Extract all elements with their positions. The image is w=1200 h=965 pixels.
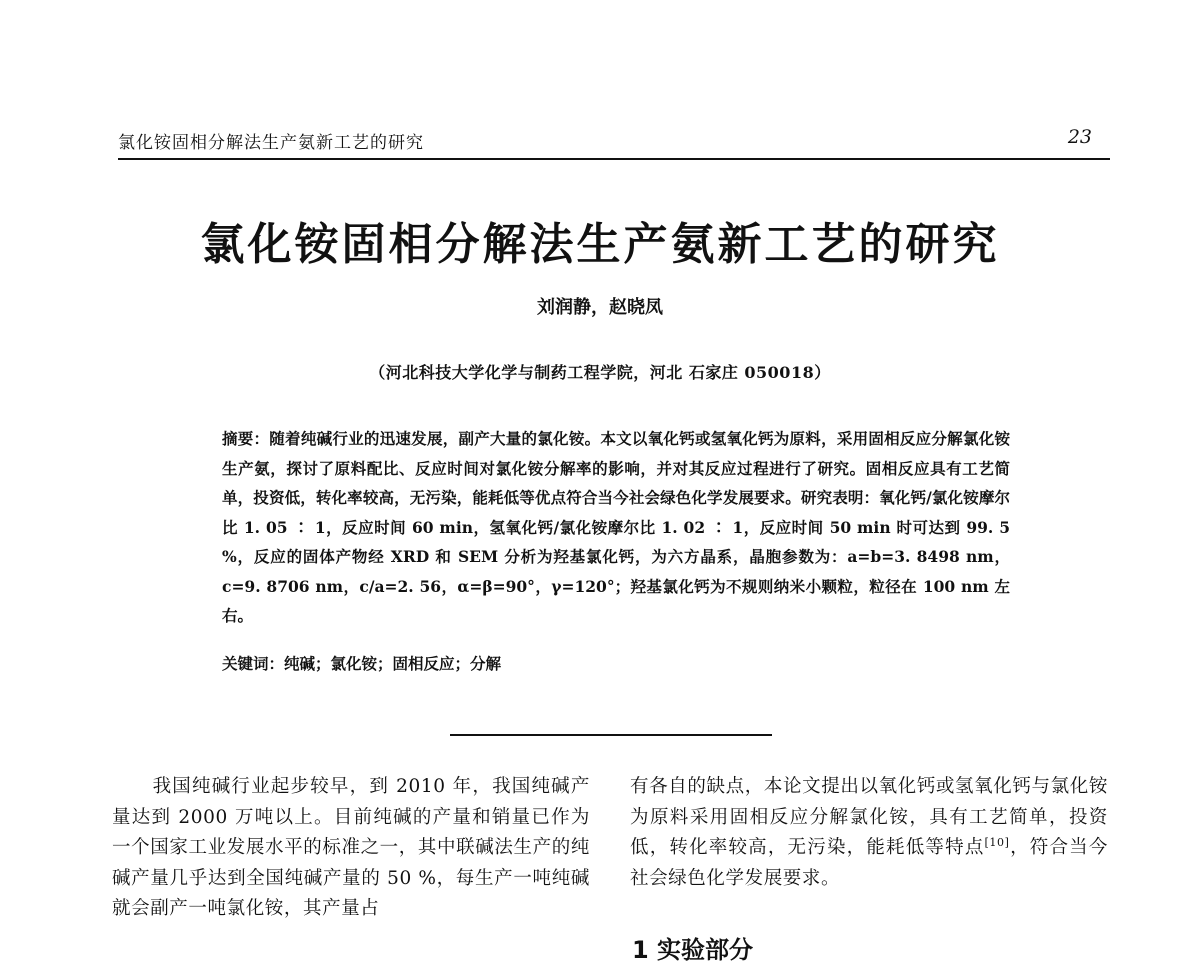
- running-head-title: 氯化铵固相分解法生产氨新工艺的研究: [118, 133, 424, 153]
- authors: 刘润静，赵晓凤: [537, 297, 663, 318]
- separator-rule: [450, 734, 772, 736]
- reference-marker: [10]: [984, 836, 1010, 849]
- header-rule: [118, 158, 1110, 160]
- section-heading: 1 实验部分: [632, 936, 754, 964]
- abstract: [222, 424, 1010, 631]
- running-head: [118, 126, 1110, 154]
- right-column-text: 有各自的缺点，本论文提出以氧化钙或氢氧化钙与氯化铵为原料采用固相反应分解氯化铵，具有工艺简单，投资低，转化率较高，无污染，能耗低等特点: [630, 776, 1108, 858]
- body-left-column: [112, 772, 590, 925]
- page-number: 23: [1067, 126, 1092, 148]
- keywords: [222, 652, 1010, 674]
- abstract-label: 摘要：: [222, 429, 270, 448]
- right-column-tail: ，符合当今社会绿色化学发展要求。: [630, 837, 1108, 889]
- article-title: 氯化铵固相分解法生产氨新工艺的研究: [200, 219, 1000, 270]
- keywords-text: 纯碱；氯化铵；固相反应；分解: [284, 654, 502, 673]
- body-right-column: [630, 772, 1108, 894]
- keywords-label: 关键词：: [222, 654, 285, 673]
- abstract-text: 随着纯碱行业的迅速发展，副产大量的氯化铵。本文以氧化钙或氢氧化钙为原料，采用固相反应分解氯化铵生产氨，探讨了原料配比、反应时间对氯化铵分解率的影响，并对其反应过程进行了研究。固相反应具有工艺简单，投资低，转化率较高，无污染，能耗低等优点符合当今社会绿色化学发展要求。研究表明：氧化钙/氯化铵摩尔比 1. 05 ∶ 1，反应时间 60 min，氢氧化钙/氯化铵摩尔比 1. 02 ∶ 1，反应时间 50 min 时可达到 99. 5 %，反应的固体产物经 XRD 和 SEM 分析为羟基氯化钙，为六方晶系，晶胞参数为：a=b=3. 8498 nm，c=9. 8706 nm，c/a=2. 56，α=β=90°，γ=120°；羟基氯化钙为不规则纳米小颗粒，粒径在 100 nm 左右。: [222, 429, 1010, 625]
- left-column-text: 我国纯碱行业起步较早，到 2010 年，我国纯碱产量达到 2000 万吨以上。目前纯碱的产量和销量已作为一个国家工业发展水平的标准之一，其中联碱法生产的纯碱产量几乎达到全国纯碱产量的 50 %，每生产一吨纯碱就会副产一吨氯化铵，其产量占: [112, 776, 590, 919]
- affiliation: （河北科技大学化学与制药工程学院，河北 石家庄 050018）: [369, 363, 831, 382]
